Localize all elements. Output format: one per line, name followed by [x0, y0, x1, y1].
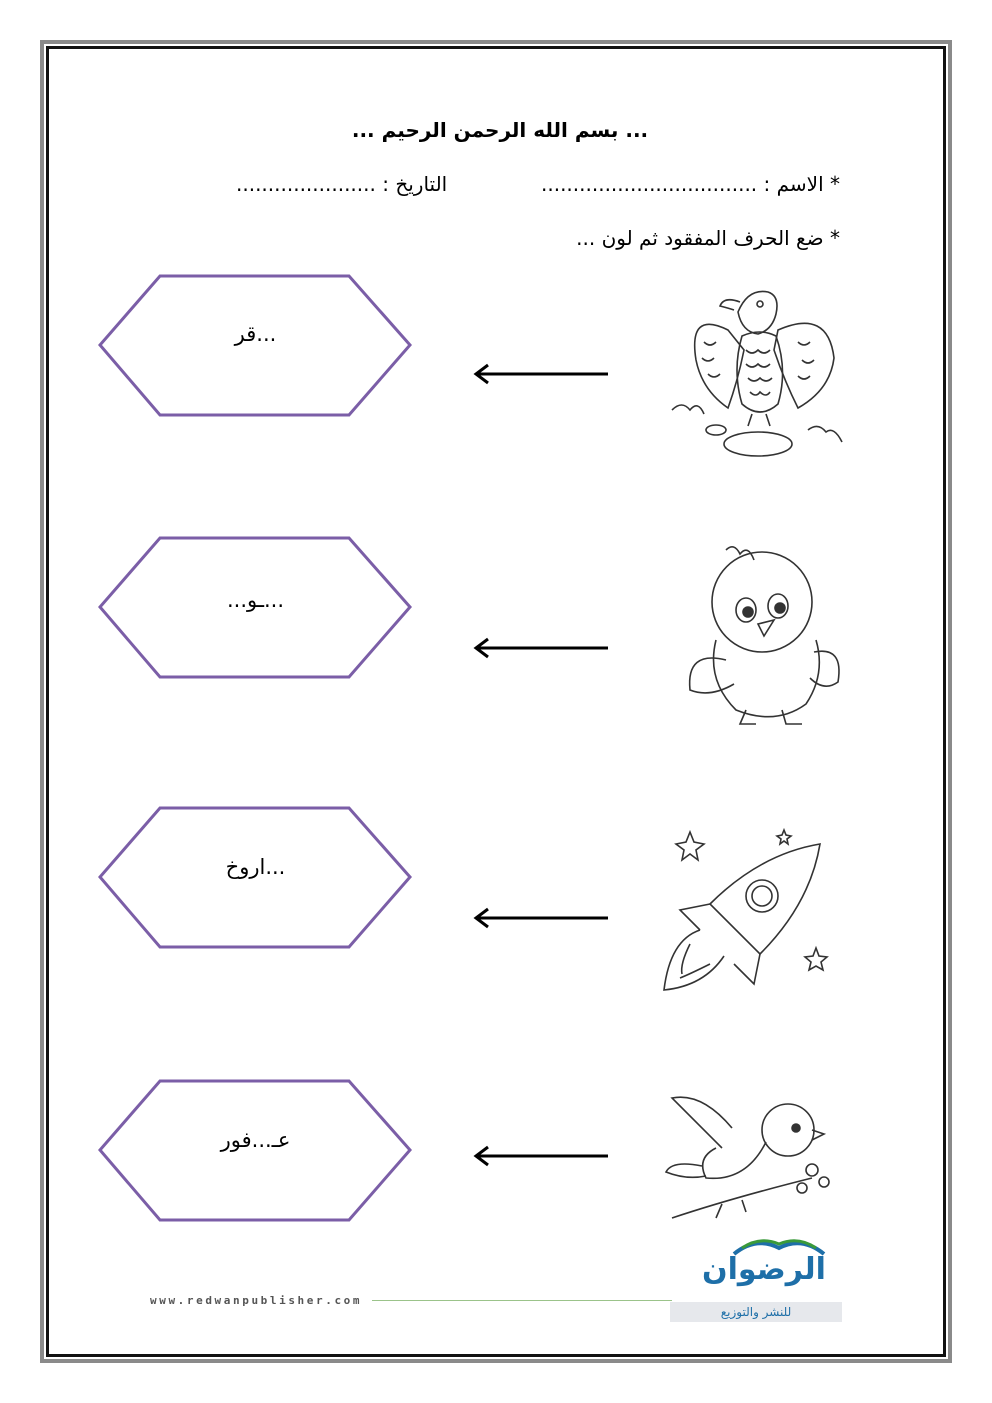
name-field[interactable]: * الاسم : .................................. — [541, 172, 840, 196]
rocket-icon — [660, 824, 840, 1004]
date-field[interactable]: التاريخ : ...................... — [236, 172, 448, 196]
word-prompt: ...قر — [234, 322, 277, 346]
arrow-left-icon — [470, 1144, 612, 1168]
website-url[interactable]: www.redwanpublisher.com — [150, 1294, 363, 1307]
basmala-heading: ... بسم الله الرحمن الرحيم ... — [351, 118, 649, 142]
publisher-logo: الرضوان — [702, 1252, 826, 1287]
word-prompt: ...اروخ — [225, 855, 286, 879]
eagle-icon — [668, 280, 844, 460]
word-prompt: ...ـو... — [226, 588, 285, 612]
arrow-left-icon — [470, 906, 612, 930]
arrow-left-icon — [470, 636, 612, 660]
publisher-subtitle: للنشر والتوزيع — [670, 1302, 842, 1322]
arrow-left-icon — [470, 362, 612, 386]
sparrow-icon — [662, 1088, 842, 1234]
footer-divider — [372, 1300, 672, 1301]
chick-icon — [686, 540, 844, 740]
word-prompt: عـ...فور — [220, 1128, 291, 1152]
instruction-text: * ضع الحرف المفقود ثم لون ... — [576, 226, 840, 250]
